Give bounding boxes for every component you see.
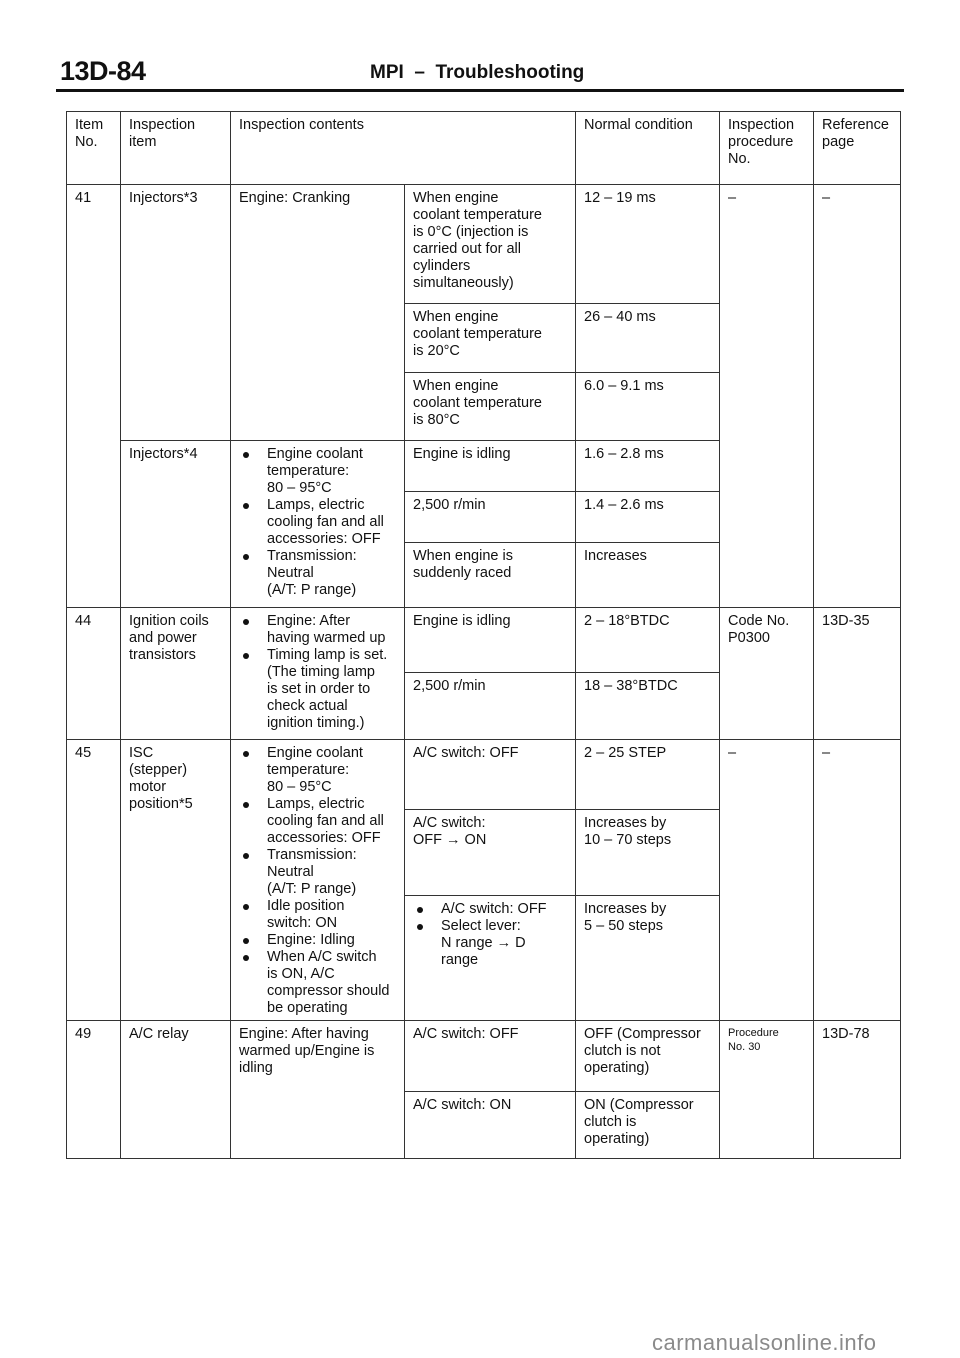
item-no-45: 45 bbox=[67, 740, 121, 1021]
header-inspection-item: Inspection item bbox=[121, 112, 231, 185]
condition-44-2500: 2,500 r/min bbox=[405, 673, 576, 740]
troubleshooting-table bbox=[66, 111, 901, 1159]
condition-ac-switch-off: A/C switch: OFF bbox=[405, 1021, 576, 1092]
header-inspection-contents: Inspection contents bbox=[231, 112, 576, 185]
reference-41: – bbox=[814, 185, 901, 608]
list-item: A/C switch: OFF bbox=[413, 901, 569, 918]
item-injectors-3: Injectors*3 bbox=[121, 185, 231, 441]
item-no-44: 44 bbox=[67, 608, 121, 740]
normal-compressor-on: ON (Compressor clutch is operating) bbox=[576, 1092, 720, 1159]
condition-ac-off: A/C switch: OFF bbox=[405, 740, 576, 810]
list-item: Idle position switch: ON bbox=[239, 898, 398, 932]
item-no-49: 49 bbox=[67, 1021, 121, 1159]
list-item: Engine coolant temperature: 80 – 95°C bbox=[239, 745, 398, 796]
reference-44: 13D-35 bbox=[814, 608, 901, 740]
condition-select-lever bbox=[405, 896, 576, 1021]
table-header-row bbox=[67, 112, 901, 185]
item-isc-motor: ISC (stepper) motor position*5 bbox=[121, 740, 231, 1021]
header-normal-condition: Normal condition bbox=[576, 112, 720, 185]
condition-44-idling: Engine is idling bbox=[405, 608, 576, 673]
contents-ac-relay: Engine: After having warmed up/Engine is idling bbox=[231, 1021, 405, 1159]
list-item: Lamps, electric cooling fan and all accessories: OFF bbox=[239, 796, 398, 847]
list-item: When A/C switch is ON, A/C compressor should be operating bbox=[239, 949, 398, 1017]
list-item: Engine coolant temperature: 80 – 95°C bbox=[239, 446, 398, 497]
item-ac-relay: A/C relay bbox=[121, 1021, 231, 1159]
normal-compressor-off: OFF (Compressor clutch is not operating) bbox=[576, 1021, 720, 1092]
normal-2500: 1.4 – 2.6 ms bbox=[576, 492, 720, 543]
contents-ignition bbox=[231, 608, 405, 740]
page-number: 13D-84 bbox=[60, 56, 146, 86]
item-no-41: 41 bbox=[67, 185, 121, 608]
list-item: Engine: After having warmed up bbox=[239, 613, 398, 647]
page-title: MPI – Troubleshooting bbox=[370, 62, 585, 83]
condition-idling: Engine is idling bbox=[405, 441, 576, 492]
reference-49: 13D-78 bbox=[814, 1021, 901, 1159]
header-procedure-no: Inspection procedure No. bbox=[720, 112, 814, 185]
header-reference-page: Reference page bbox=[814, 112, 901, 185]
contents-injectors-4 bbox=[231, 441, 405, 608]
list-item: Timing lamp is set. (The timing lamp is set in order to check actual ignition timing.) bbox=[239, 647, 398, 732]
site-watermark: carmanualsonline.info bbox=[652, 1330, 877, 1355]
header-rule bbox=[56, 89, 904, 92]
item-ignition-coils: Ignition coils and power transistors bbox=[121, 608, 231, 740]
list-item: Transmission: Neutral (A/T: P range) bbox=[239, 847, 398, 898]
normal-44-idling: 2 – 18°BTDC bbox=[576, 608, 720, 673]
normal-ac-off: 2 – 25 STEP bbox=[576, 740, 720, 810]
normal-raced: Increases bbox=[576, 543, 720, 608]
contents-cranking: Engine: Cranking bbox=[231, 185, 405, 441]
reference-45: – bbox=[814, 740, 901, 1021]
item-injectors-4: Injectors*4 bbox=[121, 441, 231, 608]
condition-ac-switch-on: A/C switch: ON bbox=[405, 1092, 576, 1159]
normal-0c: 12 – 19 ms bbox=[576, 185, 720, 304]
procedure-44: Code No. P0300 bbox=[720, 608, 814, 740]
condition-ac-off-on: A/C switch: OFF → ON bbox=[405, 809, 576, 895]
table-row bbox=[67, 185, 901, 304]
list-item: Engine: Idling bbox=[239, 932, 398, 949]
list-item: Transmission: Neutral (A/T: P range) bbox=[239, 548, 398, 599]
normal-ac-off-on: Increases by 10 – 70 steps bbox=[576, 809, 720, 895]
procedure-49: Procedure No. 30 bbox=[720, 1021, 814, 1159]
list-item: Lamps, electric cooling fan and all accessories: OFF bbox=[239, 497, 398, 548]
table-row bbox=[67, 1021, 901, 1092]
list-item: Select lever: N range → D range bbox=[413, 918, 569, 969]
normal-20c: 26 – 40 ms bbox=[576, 304, 720, 373]
normal-44-2500: 18 – 38°BTDC bbox=[576, 673, 720, 740]
condition-20c: When engine coolant temperature is 20°C bbox=[405, 304, 576, 373]
header-item-no: Item No. bbox=[67, 112, 121, 185]
condition-2500: 2,500 r/min bbox=[405, 492, 576, 543]
procedure-41: – bbox=[720, 185, 814, 608]
normal-80c: 6.0 – 9.1 ms bbox=[576, 373, 720, 441]
normal-idling: 1.6 – 2.8 ms bbox=[576, 441, 720, 492]
condition-0c: When engine coolant temperature is 0°C (injection is carried out for all cylinders simultaneously) bbox=[405, 185, 576, 304]
page-header bbox=[0, 0, 960, 95]
procedure-45: – bbox=[720, 740, 814, 1021]
contents-isc bbox=[231, 740, 405, 1021]
normal-select-lever: Increases by 5 – 50 steps bbox=[576, 896, 720, 1021]
table-row bbox=[67, 740, 901, 810]
condition-80c: When engine coolant temperature is 80°C bbox=[405, 373, 576, 441]
table-row bbox=[67, 608, 901, 673]
condition-raced: When engine is suddenly raced bbox=[405, 543, 576, 608]
